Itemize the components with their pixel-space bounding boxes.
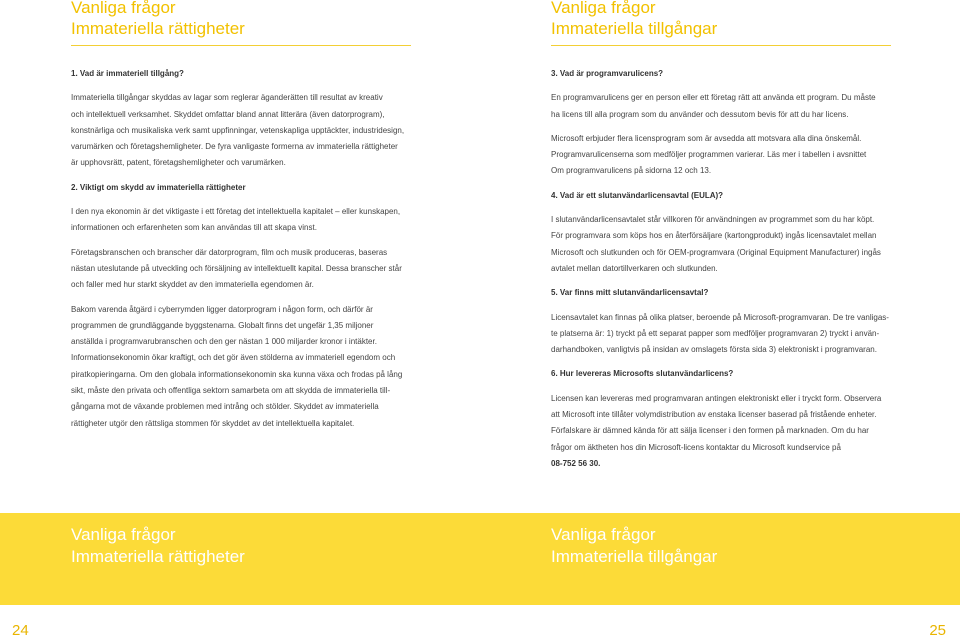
text-line: att Microsoft inte tillåter volymdistribution av enstaka licenser baserad på fristående enheter. bbox=[551, 410, 877, 420]
text-line: Förfalskare är dämned kända för att sälja licenser i den formen på marknaden. Om du har bbox=[551, 426, 869, 436]
text-line: ha licens till alla program som du använder och dessutom bevis för att du har licens. bbox=[551, 109, 849, 119]
text-line: I slutanvändarlicensavtalet står villkoren för användningen av programmet som du har köpt. bbox=[551, 215, 875, 225]
question-1: 1. Vad är immateriell tillgång? bbox=[71, 69, 184, 78]
band-right-title: Vanliga frågor bbox=[551, 525, 656, 544]
right-header-divider bbox=[551, 45, 891, 46]
text-line: sikt, måste den privata och offentliga sektorn samarbeta om att skydda de immateriella till- bbox=[71, 386, 391, 396]
text-line: Programvarulicenserna som medföljer programmen varierar. Läs mer i tabellen i avsnittet bbox=[551, 150, 867, 160]
text-line: konstnärliga och musikaliska verk samt uppfinningar, vetenskapliga upptäckter, industridesign, bbox=[71, 125, 405, 135]
left-header bbox=[71, 0, 411, 46]
question-5: 5. Var finns mitt slutanvändarlicensavtal? bbox=[551, 288, 709, 298]
right-header-title: Vanliga frågor bbox=[551, 0, 656, 17]
text-line: och intellektuell verksamhet. Skyddet omfattar bland annat litterära (även datorprogram), bbox=[71, 109, 385, 119]
text-line: och faller med hur starkt skyddet av den immateriella egendomen är. bbox=[71, 280, 314, 290]
text-line: anställda i programvarubranschen och den ger nästan 1 000 miljarder kronor i intäkter. bbox=[71, 337, 377, 347]
left-header-subtitle: Immateriella rättigheter bbox=[71, 19, 245, 38]
text-line: avtalet mellan datortillverkaren och slutkunden. bbox=[551, 263, 718, 273]
text-line: Immateriella tillgångar skyddas av lagar som reglerar äganderätten till resultat av kreativ bbox=[71, 93, 383, 103]
text-line: gångarna mot de växande problemen med intrång och stölder. Skyddet av immateriella bbox=[71, 402, 379, 412]
text-line: Om programvarulicens på sidorna 12 och 13. bbox=[551, 166, 712, 176]
phone-number: 08-752 56 30. bbox=[551, 458, 601, 468]
question-3: 3. Vad är programvarulicens? bbox=[551, 69, 664, 78]
question-2: 2. Viktigt om skydd av immateriella rättigheter bbox=[71, 182, 246, 192]
right-header-subtitle: Immateriella tillgångar bbox=[551, 19, 718, 38]
text-line: Licensen kan levereras med programvaran antingen elektroniskt eller i tryckt form. Observera bbox=[551, 393, 882, 403]
text-line: För programvara som köps hos en återförsäljare (kartongprodukt) ingås licensavtalet mellan bbox=[551, 231, 877, 241]
text-line: rättigheter utgör den rättsliga stommen för skyddet av det intellektuella kapitalet. bbox=[71, 418, 355, 428]
question-6: 6. Hur levereras Microsofts slutanvändarlicens? bbox=[551, 369, 734, 379]
text-line: Informationsekonomin ökar kraftigt, och det gör även stölderna av immateriell egendom och bbox=[71, 353, 396, 363]
text-line: programmen de grundläggande byggstenarna. Globalt finns det ungefär 1,35 miljoner bbox=[71, 320, 374, 330]
text-line: Licensavtalet kan finnas på olika platser, beroende på Microsoft-programvaran. De tre vanligas- bbox=[551, 312, 889, 322]
text-line: Företagsbranschen och branscher där datorprogram, film och musik produceras, baseras bbox=[71, 247, 388, 257]
text-line: frågor om äktheten hos din Microsoft-licens kontaktar du Microsoft kundservice på bbox=[551, 442, 841, 452]
text-line: I den nya ekonomin är det viktigaste i ett företag det intellektuella kapitalet – eller kunskapen, bbox=[71, 207, 401, 217]
text-line: Bakom varenda åtgärd i cyberrymden ligger datorprogram i någon form, och därför är bbox=[71, 304, 373, 314]
text-line: Microsoft och slutkunden och för OEM-programvara (Original Equipment Manufacturer) ingås bbox=[551, 247, 881, 257]
text-line: En programvarulicens ger en person eller ett företag rätt att använda ett program. Du måste bbox=[551, 93, 876, 103]
right-header bbox=[551, 0, 891, 46]
left-column bbox=[71, 0, 411, 432]
band-left-subtitle: Immateriella rättigheter bbox=[71, 547, 245, 566]
text-line: är upphovsrätt, patent, företagshemligheter och varumärken. bbox=[71, 158, 286, 168]
footer-band bbox=[0, 513, 960, 605]
page-number-right: 25 bbox=[929, 622, 946, 639]
text-line: Microsoft erbjuder flera licensprogram som är avsedda att motsvara alla dina önskemål. bbox=[551, 133, 862, 143]
text-line: piratkopieringarna. Om den globala informationsekonomin ska kunna växa och frodas på lång bbox=[71, 369, 403, 379]
right-column bbox=[551, 0, 891, 472]
band-left-heading bbox=[71, 524, 245, 568]
right-body bbox=[551, 66, 891, 472]
page-number-left: 24 bbox=[12, 622, 29, 639]
text-line: informationen och erfarenheten som kan användas till att skapa vinst. bbox=[71, 223, 317, 233]
left-body bbox=[71, 66, 411, 432]
text-line: darhandboken, vanligtvis på insidan av omslagets första sida 3) elektroniskt i programvaran. bbox=[551, 345, 877, 355]
band-right-heading bbox=[551, 524, 717, 568]
left-header-title: Vanliga frågor bbox=[71, 0, 176, 17]
text-line: te platserna är: 1) tryckt på ett separat papper som medföljer programvaran 2) tryckt i använ- bbox=[551, 328, 880, 338]
left-header-divider bbox=[71, 45, 411, 46]
text-line: varumärken och företagshemligheter. De fyra vanligaste formerna av immateriella rättigheter bbox=[71, 142, 398, 152]
band-right-subtitle: Immateriella tillgångar bbox=[551, 547, 718, 566]
text-line: nästan uteslutande på utveckling och försäljning av intellektuellt kapital. Dessa branscher står bbox=[71, 263, 402, 273]
question-4: 4. Vad är ett slutanvändarlicensavtal (EULA)? bbox=[551, 190, 724, 200]
band-left-title: Vanliga frågor bbox=[71, 525, 176, 544]
